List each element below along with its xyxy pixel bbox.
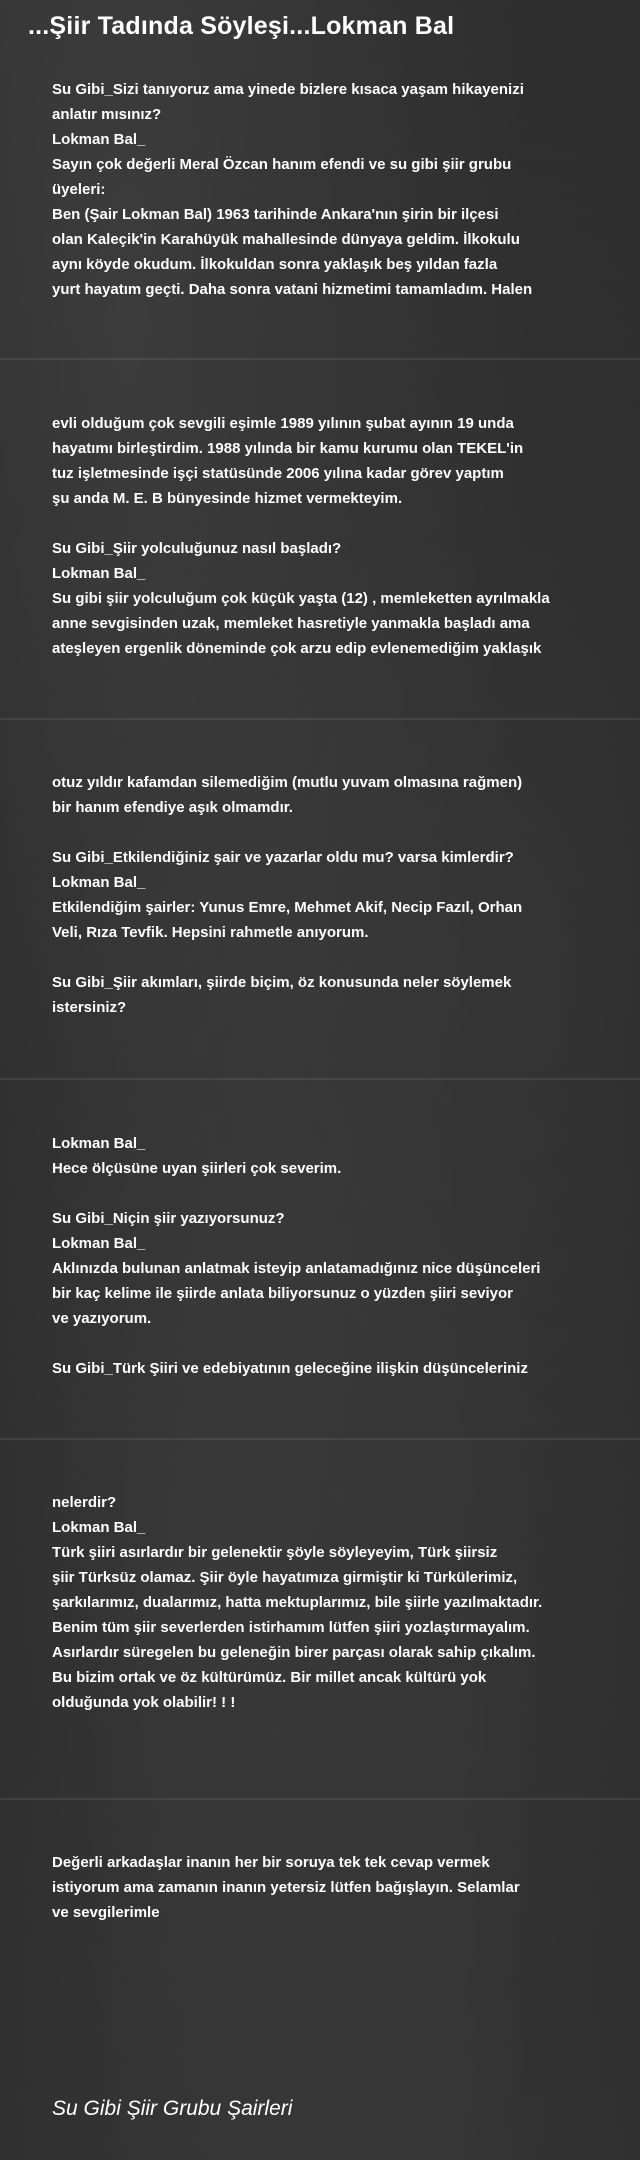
footer-signature: Su Gibi Şiir Grubu Şairleri <box>52 2097 293 2120</box>
text-section-5: nelerdir? Lokman Bal_ Türk şiiri asırlardır bir gelenektir şöyle söyleyeyim, Türk şiirsiz şiir Türksüz olamaz. Şiir öyle hayatımıza girmiştir ki Türkülerimiz, şarkılarımız, dualarımız, hatta mektuplarımız, bile şiirle yazılmaktadır. Benim tüm şiir severlerden istirhamım lütfen şiiri yozlaştırmayalım. Asırlardır süregelen bu geleneğin birer parçası olarak sahip çıkalım. Bu bizim ortak ve öz kültürümüz. Bir millet ancak kültürü yok olduğunda yok olabilir! ! ! <box>52 1494 543 1711</box>
text-section-3: otuz yıldır kafamdan silemediğim (mutlu yuvam olmasına rağmen) bir hanım efendiye aşık olmamdır. Su Gibi_Etkilendiğiniz şair ve yazarlar oldu mu? varsa kimlerdir? Lokman Bal_ Etkilendiğim şairler: Yunus Emre, Mehmet Akif, Necip Fazıl, Orhan Veli, Rıza Tevfik. Hepsini rahmetle anıyorum. Su Gibi_Şiir akımları, şiirde biçim, öz konusunda neler söylemek istersiniz? <box>52 774 523 1016</box>
text-section-6: Değerli arkadaşlar inanın her bir soruya tek tek cevap vermek istiyorum ama zamanın inanın yetersiz lütfen bağışlayın. Selamlar ve sevgilerimle <box>52 1854 520 1921</box>
section-divider <box>0 718 640 720</box>
page-title: ...Şiir Tadında Söyleşi...Lokman Bal <box>28 12 455 40</box>
text-section-2: evli olduğum çok sevgili eşimle 1989 yılının şubat ayının 19 unda hayatımı birleştirdim. 1988 yılında bir kamu kurumu olan TEKEL'in tuz işletmesinde işçi statüsünde 2006 yılına kadar görev yaptım şu anda M. E. B bünyesinde hizmet vermekteyim. Su Gibi_Şiir yolculuğunuz nasıl başladı? Lokman Bal_ Su gibi şiir yolculuğum çok küçük yaşta (12) , memleketten ayrılmakla anne sevgisinden uzak, memleket hasretiyle yanmakla başladı ama ateşleyen ergenlik döneminde çok arzu edip evlenemediğim yaklaşık <box>52 415 550 657</box>
section-divider <box>0 1438 640 1440</box>
text-section-1: Su Gibi_Sizi tanıyoruz ama yinede bizlere kısaca yaşam hikayenizi anlatır mısınız? Lokman Bal_ Sayın çok değerli Meral Özcan hanım efendi ve su gibi şiir grubu üyeleri: Ben (Şair Lokman Bal) 1963 tarihinde Ankara'nın şirin bir ilçesi olan Kaleçik'in Karahüyük mahallesinde dünyaya geldim. İlkokulu aynı köyde okudum. İlkokuldan sonra yaklaşık beş yıldan fazla yurt hayatım geçti. Daha sonra vatani hizmetimi tamamladım. Halen <box>52 81 533 298</box>
section-divider <box>0 358 640 360</box>
section-divider <box>0 1798 640 1800</box>
section-divider <box>0 1078 640 1080</box>
text-section-4: Lokman Bal_ Hece ölçüsüne uyan şiirleri çok severim. Su Gibi_Niçin şiir yazıyorsunuz? Lokman Bal_ Aklınızda bulunan anlatmak isteyip anlatamadığınız nice düşünceleri bir kaç kelime ile şiirde anlata biliyorsunuz o yüzden şiiri seviyor ve yazıyorum. Su Gibi_Türk Şiiri ve edebiyatının geleceğine ilişkin düşünceleriniz <box>52 1135 541 1377</box>
